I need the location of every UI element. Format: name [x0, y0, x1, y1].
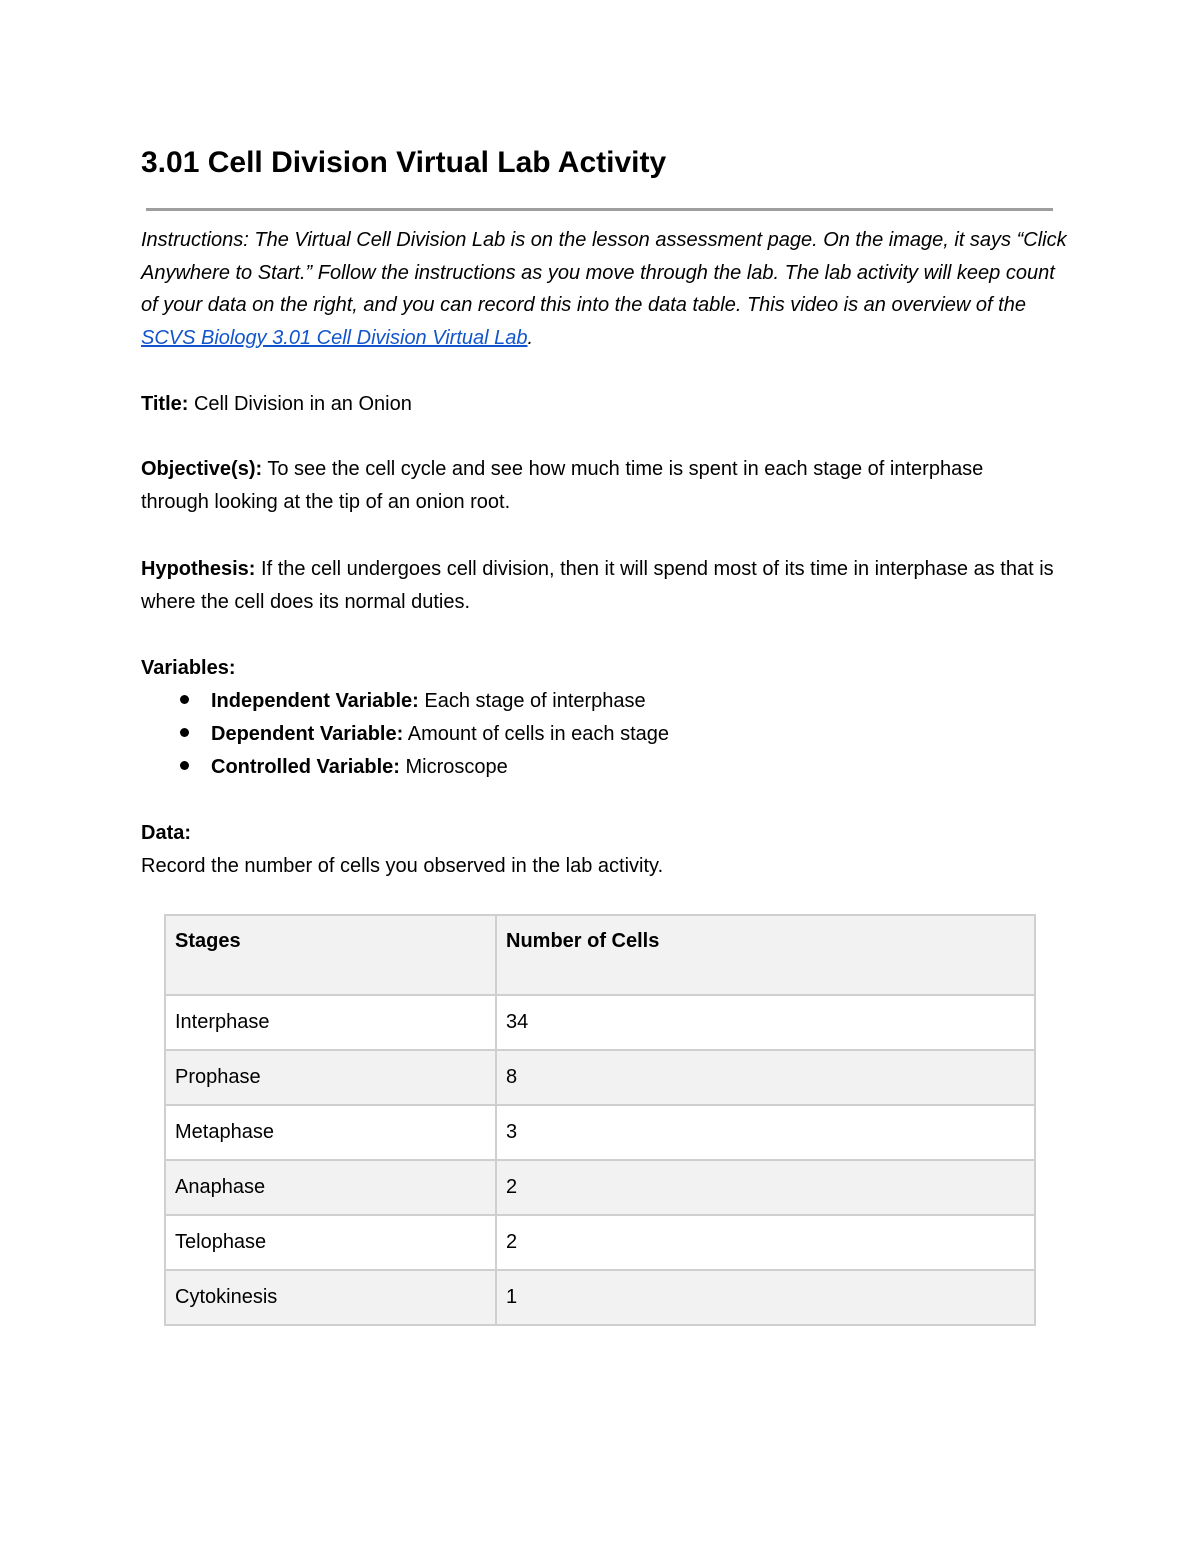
title-field-label: Title: [141, 393, 189, 415]
count-cell: 3 [496, 1105, 1035, 1160]
objectives-label: Objective(s): [141, 458, 263, 480]
data-heading [141, 817, 1056, 850]
stage-cell: Interphase [165, 995, 496, 1050]
page-title: 3.01 Cell Division Virtual Lab Activity [141, 146, 667, 179]
list-item [180, 718, 669, 751]
bullet-icon [180, 761, 189, 770]
variables-heading-text: Variables: [141, 657, 236, 679]
data-description: Record the number of cells you observed in the lab activity. [141, 855, 664, 877]
title-field [141, 388, 1056, 421]
table-row [165, 1215, 1035, 1270]
header-number-of-cells: Number of Cells [496, 915, 1035, 995]
header-stages: Stages [165, 915, 496, 995]
independent-variable-value: Each stage of interphase [418, 690, 646, 712]
stage-cell: Metaphase [165, 1105, 496, 1160]
bullet-icon [180, 728, 189, 737]
table-row [165, 1105, 1035, 1160]
count-cell: 34 [496, 995, 1035, 1050]
data-heading-text: Data: [141, 822, 192, 844]
count-cell: 2 [496, 1160, 1035, 1215]
table-row [165, 1270, 1035, 1325]
objectives-field [141, 453, 1056, 519]
count-cell: 1 [496, 1270, 1035, 1325]
horizontal-rule [146, 208, 1053, 211]
instructions-paragraph [141, 224, 1071, 354]
stage-cell: Prophase [165, 1050, 496, 1105]
data-table [164, 914, 1036, 1326]
table-row [165, 1050, 1035, 1105]
list-item [180, 751, 508, 784]
table-row [165, 995, 1035, 1050]
table-row [165, 1160, 1035, 1215]
objectives-value: To see the cell cycle and see how much time is spent in each stage of interphase through looking at the tip of an onion root. [141, 458, 984, 513]
title-field-value: Cell Division in an Onion [188, 393, 412, 415]
hypothesis-value: If the cell undergoes cell division, then it will spend most of its time in interphase as that is where the cell does its normal duties. [141, 558, 1054, 613]
variables-heading [141, 652, 1056, 685]
stage-cell: Telophase [165, 1215, 496, 1270]
bullet-icon [180, 695, 189, 704]
list-item [180, 685, 646, 718]
hypothesis-field [141, 553, 1056, 619]
count-cell: 8 [496, 1050, 1035, 1105]
controlled-variable-label: Controlled Variable: [211, 756, 400, 778]
dependent-variable-label: Dependent Variable: [211, 723, 404, 745]
controlled-variable-value: Microscope [399, 756, 508, 778]
dependent-variable-value: Amount of cells in each stage [403, 723, 669, 745]
hypothesis-label: Hypothesis: [141, 558, 256, 580]
video-overview-link[interactable]: SCVS Biology 3.01 Cell Division Virtual Lab [141, 326, 528, 349]
instructions-end: . [527, 326, 534, 349]
stage-cell: Anaphase [165, 1160, 496, 1215]
stage-cell: Cytokinesis [165, 1270, 496, 1325]
table-header-row [165, 915, 1035, 995]
count-cell: 2 [496, 1215, 1035, 1270]
instructions-text: Instructions: The Virtual Cell Division Lab is on the lesson assessment page. On the image, it says “Click Anywhere to Start.” Follow the instructions as you move through the lab. The lab activity will keep count of your data on the right, and you can record this into the data table. This video is an overview of the [141, 229, 1067, 316]
independent-variable-label: Independent Variable: [211, 690, 419, 712]
